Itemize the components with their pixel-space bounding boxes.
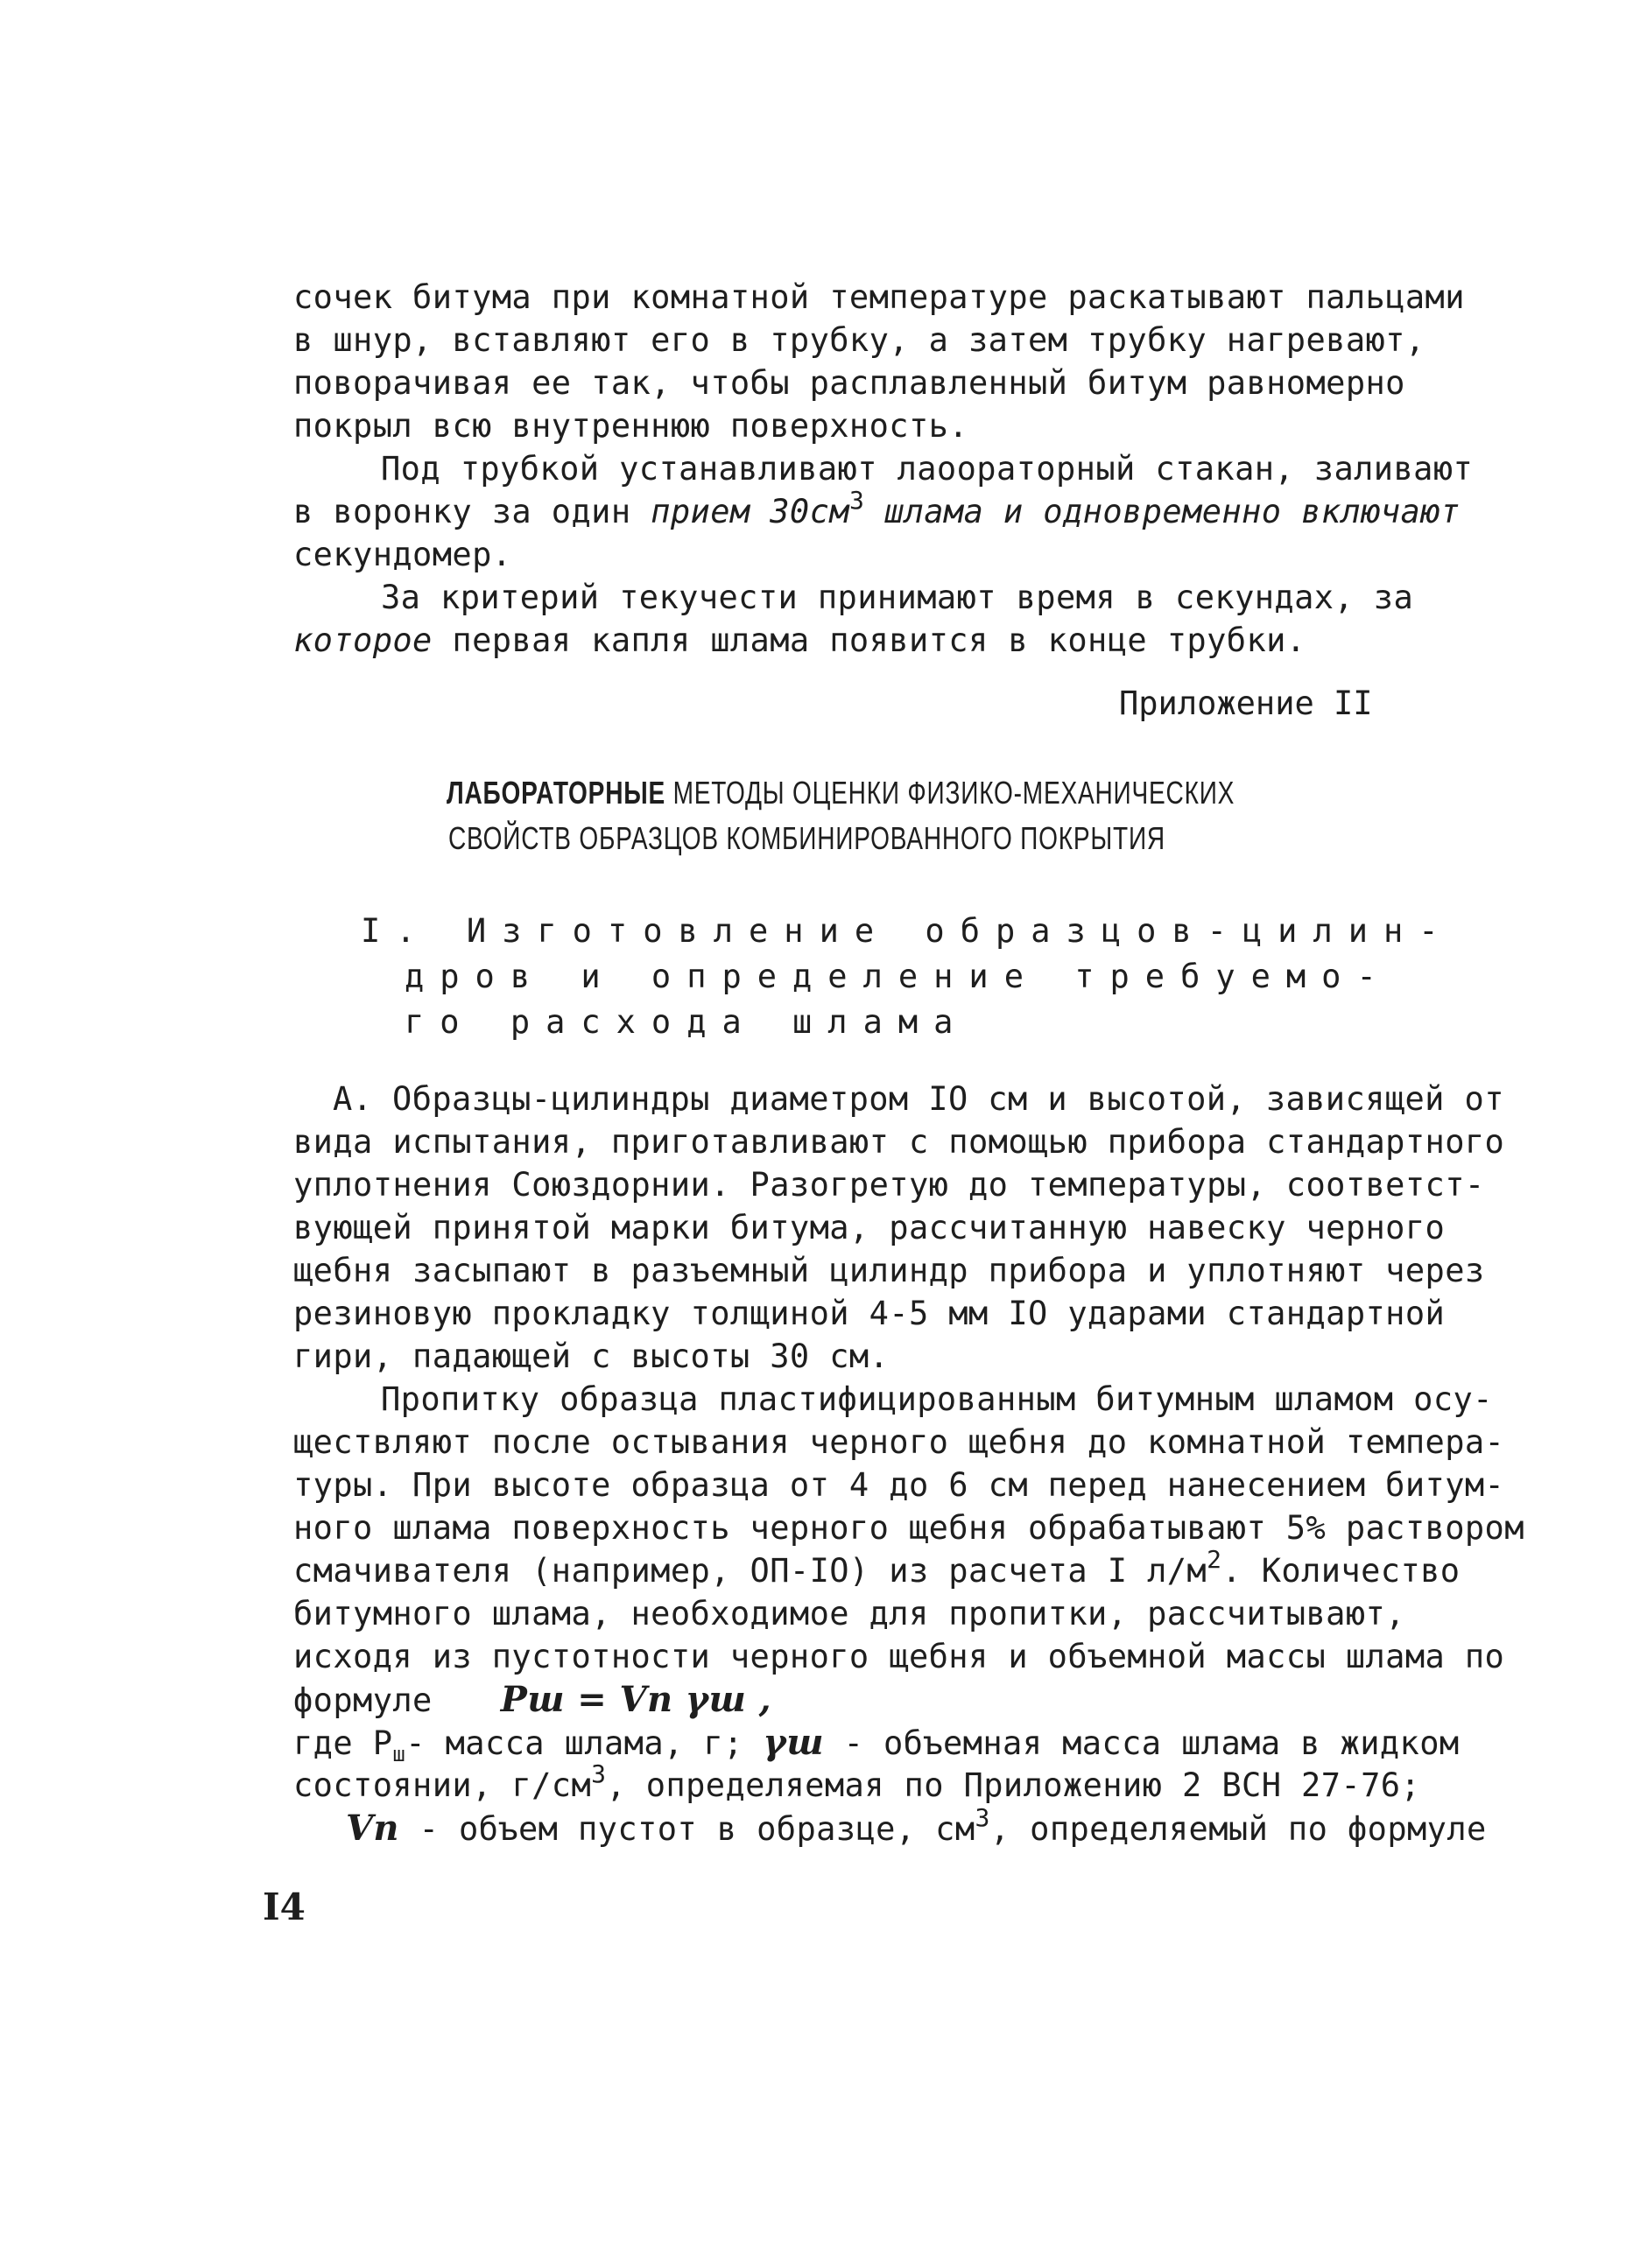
text-run: где Р xyxy=(293,1724,393,1762)
superscript: 3 xyxy=(591,1759,607,1788)
superscript: 3 xyxy=(975,1803,990,1832)
text-run: в воронку за один xyxy=(293,493,651,530)
text-run: смачивателя (например, ОП-IO) из расчета I л/м xyxy=(293,1552,1207,1590)
text-line: щебня засыпают в разъемный цилиндр прибора и уплотняют через xyxy=(293,1252,1485,1289)
text-line: туры. При высоте образца от 4 до 6 см перед нанесением битум- xyxy=(293,1466,1505,1504)
text-line: вующей принятой марки битума, рассчитанную навеску черного xyxy=(293,1209,1446,1246)
text-line xyxy=(293,486,1461,533)
text-line: покрыл всю внутреннюю поверхность. xyxy=(293,407,968,445)
text-line: За критерий текучести принимают время в секундах, за xyxy=(381,579,1414,616)
superscript: 2 xyxy=(1207,1545,1222,1574)
text-line: сочек битума при комнатной температуре раскатывают пальцами xyxy=(293,278,1465,316)
appendix-label: Приложение II xyxy=(1119,685,1373,722)
subsection-heading: дров и определение требуемо- xyxy=(405,958,1392,995)
text-line xyxy=(293,1545,1461,1592)
text-run-italic: шлама и одновременно включают xyxy=(864,493,1461,530)
formula-symbol: Vп xyxy=(346,1808,399,1849)
text-line: в шнур, вставляют его в трубку, а затем трубку нагревают, xyxy=(293,321,1425,359)
text-line: ществляют после остывания черного щебня до комнатной темпера- xyxy=(293,1423,1505,1461)
title-run: МЕТОДЫ ОЦЕНКИ ФИЗИКО-МЕХАНИЧЕСКИХ xyxy=(665,775,1235,811)
subsection-heading: го расхода шлама xyxy=(405,1003,969,1041)
title-run-bold: ЛАБОРАТОРНЫЕ xyxy=(447,775,666,811)
section-title: СВОЙСТВ ОБРАЗЦОВ КОМБИНИРОВАННОГО ПОКРЫТИЯ xyxy=(448,820,1165,856)
text-line: вида испытания, приготавливают с помощью прибора стандартного xyxy=(293,1123,1505,1161)
text-run: . Количество xyxy=(1221,1552,1461,1590)
subsection-heading: I. Изготовление образцов-цилин- xyxy=(361,912,1454,950)
text-line xyxy=(293,1679,771,1722)
text-run-italic: которое xyxy=(293,621,433,659)
text-line: А. Образцы-цилиндры диаметром IO см и высотой, зависящей от xyxy=(333,1080,1504,1118)
subscript: ш xyxy=(392,1742,406,1766)
text-line: секундомер. xyxy=(293,536,512,573)
text-line: уплотнения Союздорнии. Разогретую до температуры, соответст- xyxy=(293,1166,1485,1204)
text-run-italic: прием 30см xyxy=(651,493,849,530)
text-run: первая капля шлама появится в конце трубки. xyxy=(432,621,1306,659)
text-run: - объем пустот в образце, см xyxy=(398,1810,975,1848)
text-line xyxy=(293,1722,1460,1765)
text-line: резиновую прокладку толщиной 4-5 мм IO ударами стандартной xyxy=(293,1295,1446,1332)
text-line: гири, падающей с высоты 30 см. xyxy=(293,1338,890,1375)
text-run: формуле xyxy=(293,1682,433,1719)
text-line: Пропитку образца пластифицированным битумным шламом осу- xyxy=(381,1380,1493,1418)
text-run: - объемная масса шлама в жидком xyxy=(823,1724,1460,1762)
text-line xyxy=(346,1803,1487,1850)
text-run: , определяемая по Приложению 2 ВСН 27-76; xyxy=(606,1766,1421,1804)
text-run: , определяемый по формуле xyxy=(989,1810,1487,1848)
text-line: поворачивая ее так, чтобы расплавленный битум равномерно xyxy=(293,364,1405,402)
formula: Pш = Vп γш , xyxy=(500,1679,771,1720)
text-run: - масса шлама, г; xyxy=(405,1724,764,1762)
page-number: I4 xyxy=(263,1885,306,1928)
text-line: битумного шлама, необходимое для пропитки, рассчитывают, xyxy=(293,1595,1405,1633)
superscript: 3 xyxy=(848,486,865,515)
text-line: ного шлама поверхность черного щебня обрабатывают 5% раствором xyxy=(293,1509,1524,1547)
text-run: состоянии, г/см xyxy=(293,1766,592,1804)
text-line: Под трубкой устанавливают лаоораторный стакан, заливают xyxy=(381,450,1474,488)
text-line xyxy=(293,1759,1421,1807)
section-title xyxy=(447,770,1235,816)
text-line xyxy=(293,620,1306,662)
text-line: исходя из пустотности черного щебня и объемной массы шлама по xyxy=(293,1638,1505,1675)
formula-symbol: γш xyxy=(763,1722,824,1763)
